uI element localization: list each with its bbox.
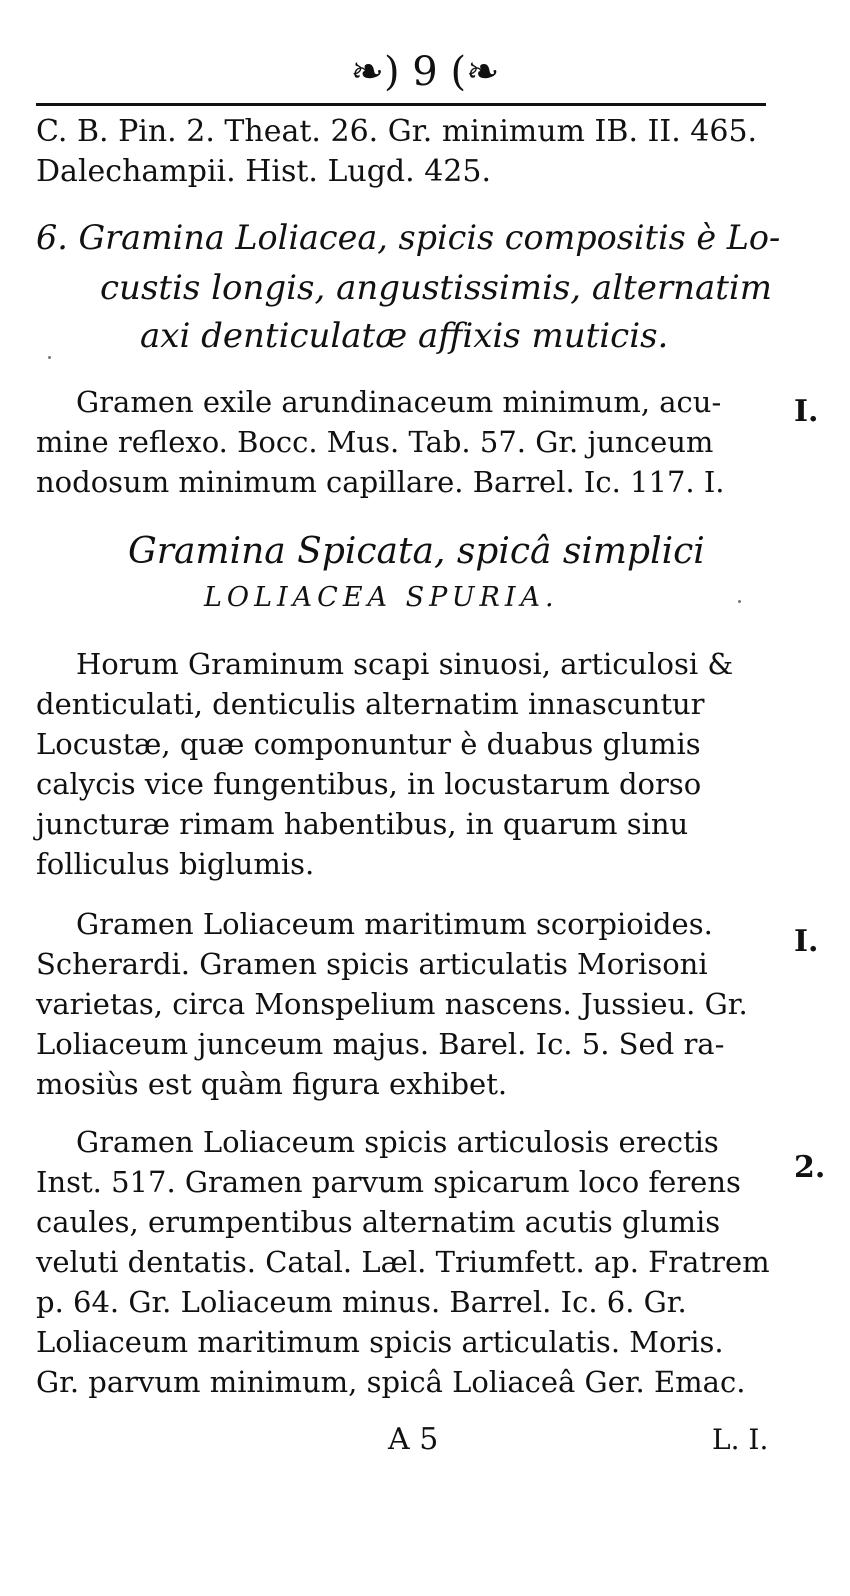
spicata-heading: Gramina Spicata, spicâ simplici xyxy=(128,531,705,572)
entry-line: veluti dentatis. Catal. Læl. Triumfett. ap. Fratrem xyxy=(36,1245,770,1279)
entry-line: nodosum minimum capillare. Barrel. Ic. 117. I. xyxy=(36,465,725,499)
entry-line: p. 64. Gr. Loliaceum minus. Barrel. Ic. 6. Gr. xyxy=(36,1285,687,1319)
paragraph-line: denticulati, denticulis alternatim innascuntur xyxy=(36,687,705,721)
loliacea-spuria-heading: LOLIACEA SPURIA. xyxy=(204,582,559,613)
signature-mark: A 5 xyxy=(388,1422,439,1457)
paragraph-line: Locustæ, quæ componuntur è duabus glumis xyxy=(36,727,701,761)
header-rule xyxy=(36,103,766,106)
paragraph-line: calycis vice fungentibus, in locustarum dorso xyxy=(36,767,702,801)
paragraph-line: juncturæ rimam habentibus, in quarum sinu xyxy=(36,807,689,841)
paragraph-line: folliculus biglumis. xyxy=(36,847,315,881)
paragraph-line: Horum Graminum scapi sinuosi, articulosi & xyxy=(76,647,734,681)
entry-number: 2. xyxy=(794,1150,826,1185)
section-6-line-1: 6. Gramina Loliacea, spicis compositis è Lo- xyxy=(36,218,781,258)
entry-number: I. xyxy=(794,394,819,429)
catchword: L. I. xyxy=(712,1423,769,1456)
entry-line: Gr. parvum minimum, spicâ Loliaceâ Ger. Emac. xyxy=(36,1365,746,1399)
citation-line-2: Dalechampii. Hist. Lugd. 425. xyxy=(36,154,492,189)
section-6-line-3: axi denticulatæ affixis muticis. xyxy=(140,316,669,356)
entry-line: Scherardi. Gramen spicis articulatis Morisoni xyxy=(36,947,708,981)
entry-number: I. xyxy=(794,924,819,959)
section-6-line-2: custis longis, angustissimis, alternatim xyxy=(100,268,773,308)
citation-line-1: C. B. Pin. 2. Theat. 26. Gr. minimum IB. II. 465. xyxy=(36,114,758,149)
entry-line: Gramen Loliaceum maritimum scorpioides. xyxy=(76,907,713,941)
ink-speck xyxy=(738,600,741,603)
entry-line: Inst. 517. Gramen parvum spicarum loco ferens xyxy=(36,1165,741,1199)
entry-line: varietas, circa Monspelium nascens. Jussieu. Gr. xyxy=(36,987,748,1021)
entry-line: mosiùs est quàm figura exhibet. xyxy=(36,1067,508,1101)
page-number-header: ❧) 9 (❧ xyxy=(350,49,500,95)
entry-line: Loliaceum maritimum spicis articulatis. Moris. xyxy=(36,1325,724,1359)
ink-speck xyxy=(48,356,51,359)
entry-line: Loliaceum junceum majus. Barel. Ic. 5. Sed ra- xyxy=(36,1027,725,1061)
entry-line: caules, erumpentibus alternatim acutis glumis xyxy=(36,1205,721,1239)
entry-line: Gramen exile arundinaceum minimum, acu- xyxy=(76,385,722,419)
entry-line: Gramen Loliaceum spicis articulosis erectis xyxy=(76,1125,719,1159)
entry-line: mine reflexo. Bocc. Mus. Tab. 57. Gr. junceum xyxy=(36,425,714,459)
